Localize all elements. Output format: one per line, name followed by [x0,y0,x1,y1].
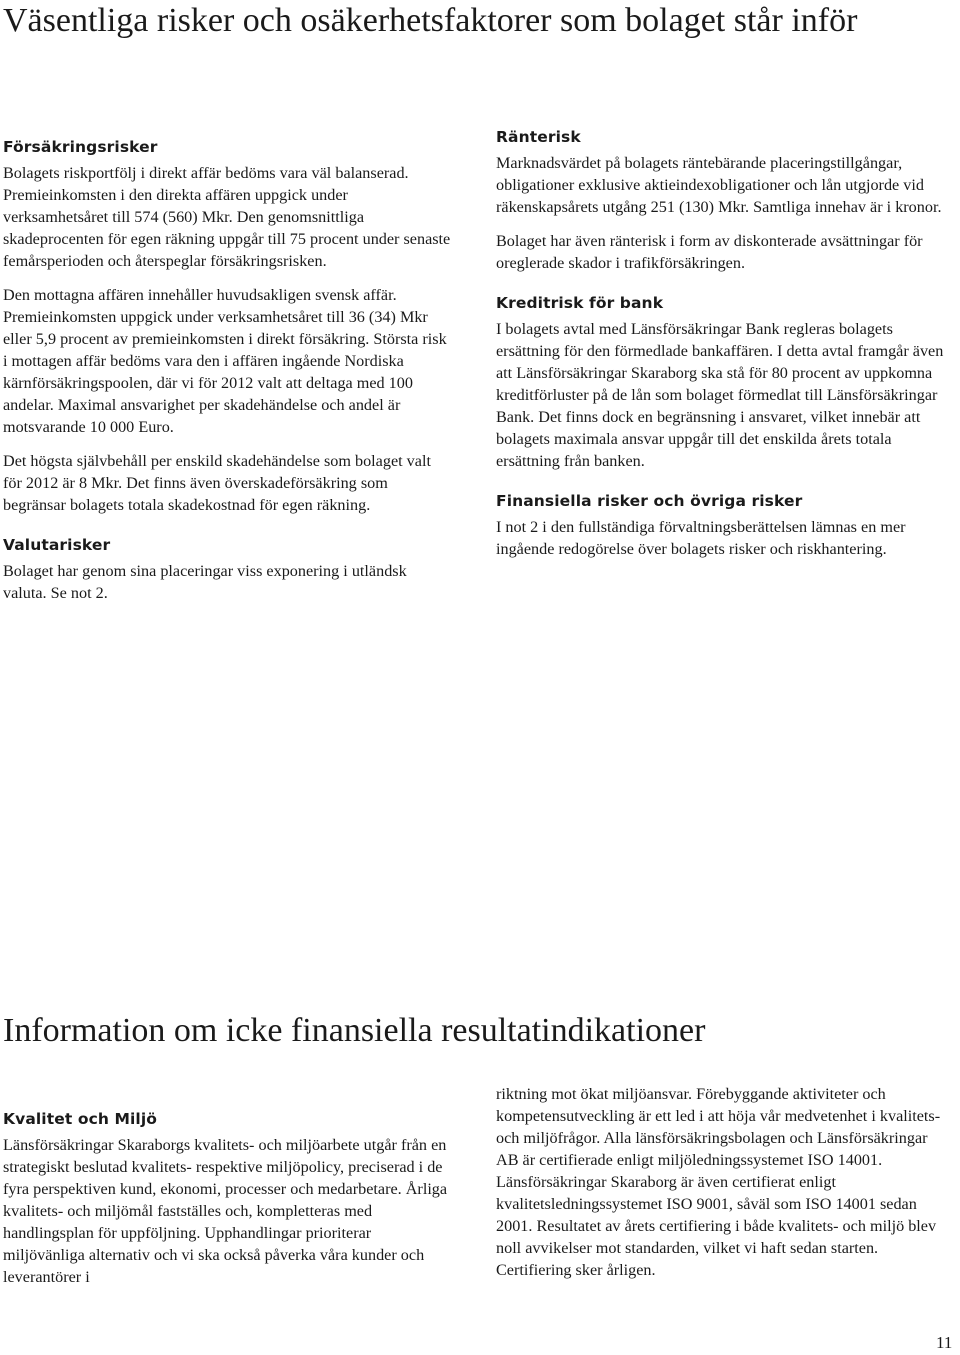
heading-quality-environment: Kvalitet och Miljö [3,1110,158,1128]
heading-credit-risk-bank: Kreditrisk för bank [496,294,664,312]
paragraph: I not 2 i den fullständiga förvaltningsberättelsen lämnas en mer ingående redogörelse över bolagets risker och riskhantering. [496,518,906,558]
risks-right-column [496,126,944,572]
paragraph: Det högsta självbehåll per enskild skadehändelse som bolaget valt för 2012 är 8 Mkr. Det finns även överskadeförsäkring som begränsar bolagets totala skadekostnad för egen räkning. [3,452,431,514]
section-title-risks: Väsentliga risker och osäkerhetsfaktorer som bolaget står inför [3,2,858,39]
section-title-indicators: Information om icke finansiella resultatindikationer [3,1012,706,1049]
paragraph: riktning mot ökat miljöansvar. Förebyggande aktiviteter och kompetensutveckling är ett led i att höja vår medvetenhet i kvalitets- och miljöfrågor. Alla länsförsäkringsbolagen och Länsförsäkringar AB är certifierade enligt miljöledningssystemet ISO 14001. Länsförsäkringar Skaraborg är även certifierat enligt kvalitetsledningssystemet ISO 9001, såväl som ISO 14001 sedan 2001. Resultatet av årets certifiering i både kvalitets- och miljö blev noll avvikelser mot standarden, vilket vi haft sedan starten. Certifiering sker årligen. [496,1085,941,1279]
paragraph: Marknadsvärdet på bolagets räntebärande placeringstillgångar, obligationer exklusive aktieindexobligationer och lån utgjorde vid räkenskapsårets utgång 251 (130) Mkr. Samtliga innehav är i kronor. [496,154,942,216]
heading-interest-risk: Ränterisk [496,128,581,146]
paragraph: Bolagets riskportfölj i direkt affär bedöms vara väl balanserad. Premieinkomsten i den direkta affären uppgick under verksamhetsåret till 574 (560) Mkr. Den genomsnittliga skadeprocenten för egen räkning uppgår till 75 procent under senaste femårsperioden och återspeglar försäkringsrisken. [3,164,451,270]
indicators-right-column [496,1083,944,1293]
paragraph: Bolaget har genom sina placeringar viss exponering i utländsk valuta. Se not 2. [3,562,407,602]
heading-insurance-risks: Försäkringsrisker [3,138,158,156]
page-number: 11 [936,1333,953,1352]
paragraph: Länsförsäkringar Skaraborgs kvalitets- och miljöarbete utgår från en strategiskt beslutad kvalitets- respektive miljöpolicy, preciserad i de fyra perspektiven kund, ekonomi, processer och medarbetare. Årliga kvalitets- och miljömål fastställes och, kompletteras med handlingsplan för uppföljning. Upphandlingar prioriterar miljövänliga alternativ och vi ska också påverka våra kunder och leverantörer i [3,1136,448,1286]
paragraph: Bolaget har även ränterisk i form av diskonterade avsättningar för oreglerade skador i trafikförsäkringen. [496,232,923,272]
heading-currency-risks: Valutarisker [3,536,111,554]
risks-left-column [3,136,451,616]
paragraph: I bolagets avtal med Länsförsäkringar Bank regleras bolagets ersättning för den förmedlade bankaffären. I detta avtal framgår även att Länsförsäkringar Skaraborg ska stå för 80 procent av uppkomna kreditförluster på de lån som bolaget förmedlat till Länsförsäkringar Bank. Det finns dock en begränsning i ansvaret, vilket innebär att bolagets maximala ansvar uppgår till det enskilda årets totala ersättning från banken. [496,320,944,470]
heading-financial-other-risks: Finansiella risker och övriga risker [496,492,803,510]
indicators-left-column [3,1108,451,1300]
paragraph: Den mottagna affären innehåller huvudsakligen svensk affär. Premieinkomsten uppgick under verksamhetsåret till 36 (34) Mkr eller 5,9 procent av premieinkomsten i direkt försäkring. Största risk i mottagen affär bedöms vara den i affären ingående Nordiska kärnförsäkringspoolen, där vi för 2012 valt att deltaga med 100 andelar. Maximal ansvarighet per skadehändelse och andel är motsvarande 10 000 Euro. [3,286,447,436]
